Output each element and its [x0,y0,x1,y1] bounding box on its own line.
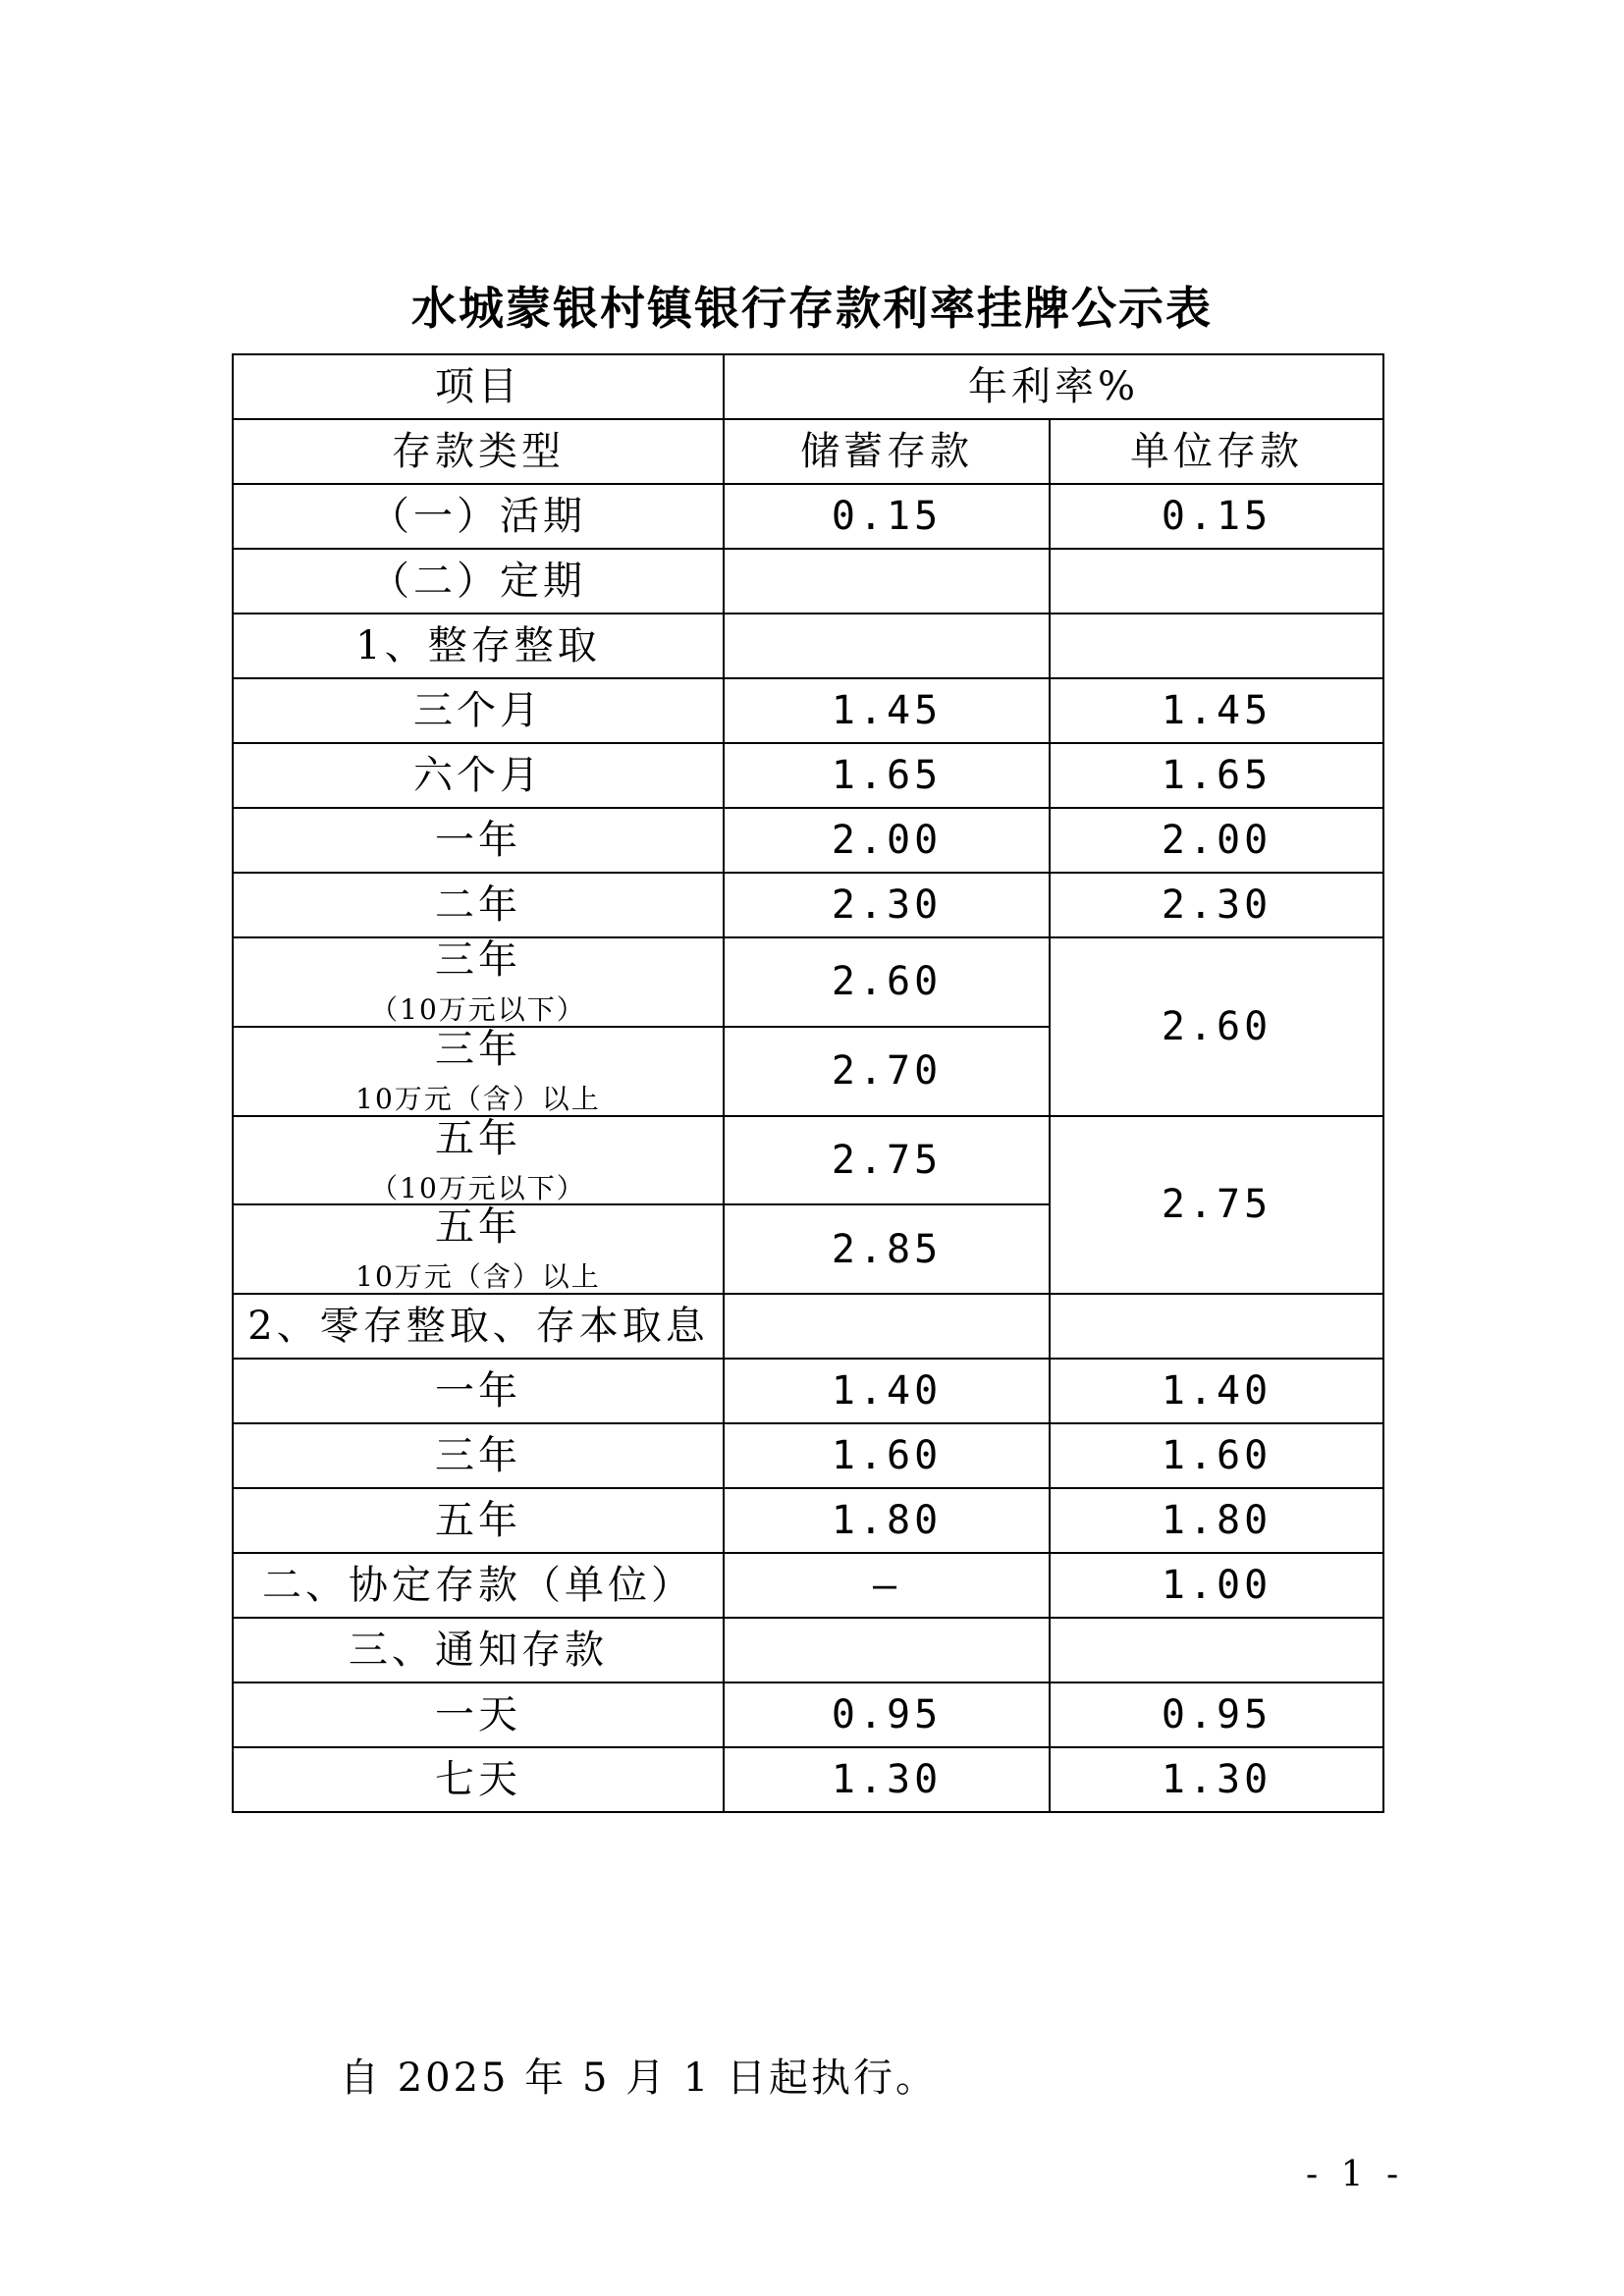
table-row [233,484,1383,549]
table-row [233,1747,1383,1812]
row-label: 二、协定存款（单位） [233,1553,724,1618]
header-item: 项目 [233,354,724,419]
savings-rate [724,1294,1050,1359]
unit-rate: 2.00 [1050,808,1383,873]
savings-rate: 2.30 [724,873,1050,937]
unit-rate: 1.65 [1050,743,1383,808]
savings-rate: 1.80 [724,1488,1050,1553]
savings-rate: — [724,1553,1050,1618]
savings-rate: 1.60 [724,1423,1050,1488]
unit-rate [1050,1618,1383,1682]
row-label: 三、通知存款 [233,1618,724,1682]
unit-rate: 2.75 [1050,1116,1383,1295]
table-row [233,1618,1383,1682]
row-label: 1、整存整取 [233,614,724,678]
row-label: 二年 [233,873,724,937]
savings-rate [724,614,1050,678]
row-label: （二）定期 [233,549,724,614]
row-label: 一年 [233,808,724,873]
unit-rate: 2.60 [1050,937,1383,1116]
unit-rate: 1.30 [1050,1747,1383,1812]
page-title: 水城蒙银村镇银行存款利率挂牌公示表 [411,282,1213,335]
savings-rate: 1.45 [724,678,1050,743]
header-savings: 储蓄存款 [724,419,1050,484]
savings-rate: 0.95 [724,1682,1050,1747]
table-row [233,1294,1383,1359]
effective-date-note: 自 2025 年 5 月 1 日起执行。 [340,2056,938,2101]
row-label-sub: （10万元以下） [370,993,586,1026]
row-label-main: 五年 [435,1204,521,1251]
row-label-sub: 10万元（含）以上 [355,1082,601,1115]
unit-rate: 0.15 [1050,484,1383,549]
savings-rate: 2.85 [724,1204,1050,1294]
row-label: 2、零存整取、存本取息 [233,1294,724,1359]
row-label [233,1027,724,1116]
table-row [233,1488,1383,1553]
row-label: 六个月 [233,743,724,808]
unit-rate: 0.95 [1050,1682,1383,1747]
table-row [233,873,1383,937]
unit-rate: 1.60 [1050,1423,1383,1488]
row-label: （一）活期 [233,484,724,549]
table-subheader-row [233,419,1383,484]
unit-rate: 1.45 [1050,678,1383,743]
row-label-sub: （10万元以下） [370,1171,586,1204]
row-label-main: 三年 [435,1026,521,1072]
table-row [233,743,1383,808]
row-label [233,937,724,1027]
table-row [233,614,1383,678]
savings-rate: 1.65 [724,743,1050,808]
row-label: 七天 [233,1747,724,1812]
savings-rate: 1.30 [724,1747,1050,1812]
unit-rate: 1.00 [1050,1553,1383,1618]
savings-rate: 2.00 [724,808,1050,873]
savings-rate [724,1618,1050,1682]
savings-rate [724,549,1050,614]
header-unit: 单位存款 [1050,419,1383,484]
table-row [233,808,1383,873]
table-row [233,1359,1383,1423]
row-label: 三年 [233,1423,724,1488]
unit-rate [1050,1294,1383,1359]
header-annual-rate: 年利率% [724,354,1383,419]
unit-rate [1050,549,1383,614]
savings-rate: 2.60 [724,937,1050,1027]
table-row [233,1682,1383,1747]
savings-rate: 0.15 [724,484,1050,549]
table-header-row [233,354,1383,419]
row-label: 三个月 [233,678,724,743]
unit-rate: 2.30 [1050,873,1383,937]
row-label-main: 五年 [435,1115,521,1161]
header-deposit-type: 存款类型 [233,419,724,484]
table-row [233,1116,1383,1205]
table-row [233,1553,1383,1618]
row-label-main: 三年 [435,937,521,983]
unit-rate [1050,614,1383,678]
row-label-sub: 10万元（含）以上 [355,1260,601,1294]
table-row [233,549,1383,614]
table-row [233,678,1383,743]
row-label: 五年 [233,1488,724,1553]
unit-rate: 1.80 [1050,1488,1383,1553]
row-label [233,1204,724,1294]
savings-rate: 1.40 [724,1359,1050,1423]
table-row [233,937,1383,1027]
table-row [233,1423,1383,1488]
savings-rate: 2.70 [724,1027,1050,1116]
interest-rate-table [232,353,1384,1813]
page-number: - 1 - [1306,2155,1405,2195]
row-label: 一天 [233,1682,724,1747]
row-label: 一年 [233,1359,724,1423]
savings-rate: 2.75 [724,1116,1050,1205]
row-label [233,1116,724,1205]
unit-rate: 1.40 [1050,1359,1383,1423]
